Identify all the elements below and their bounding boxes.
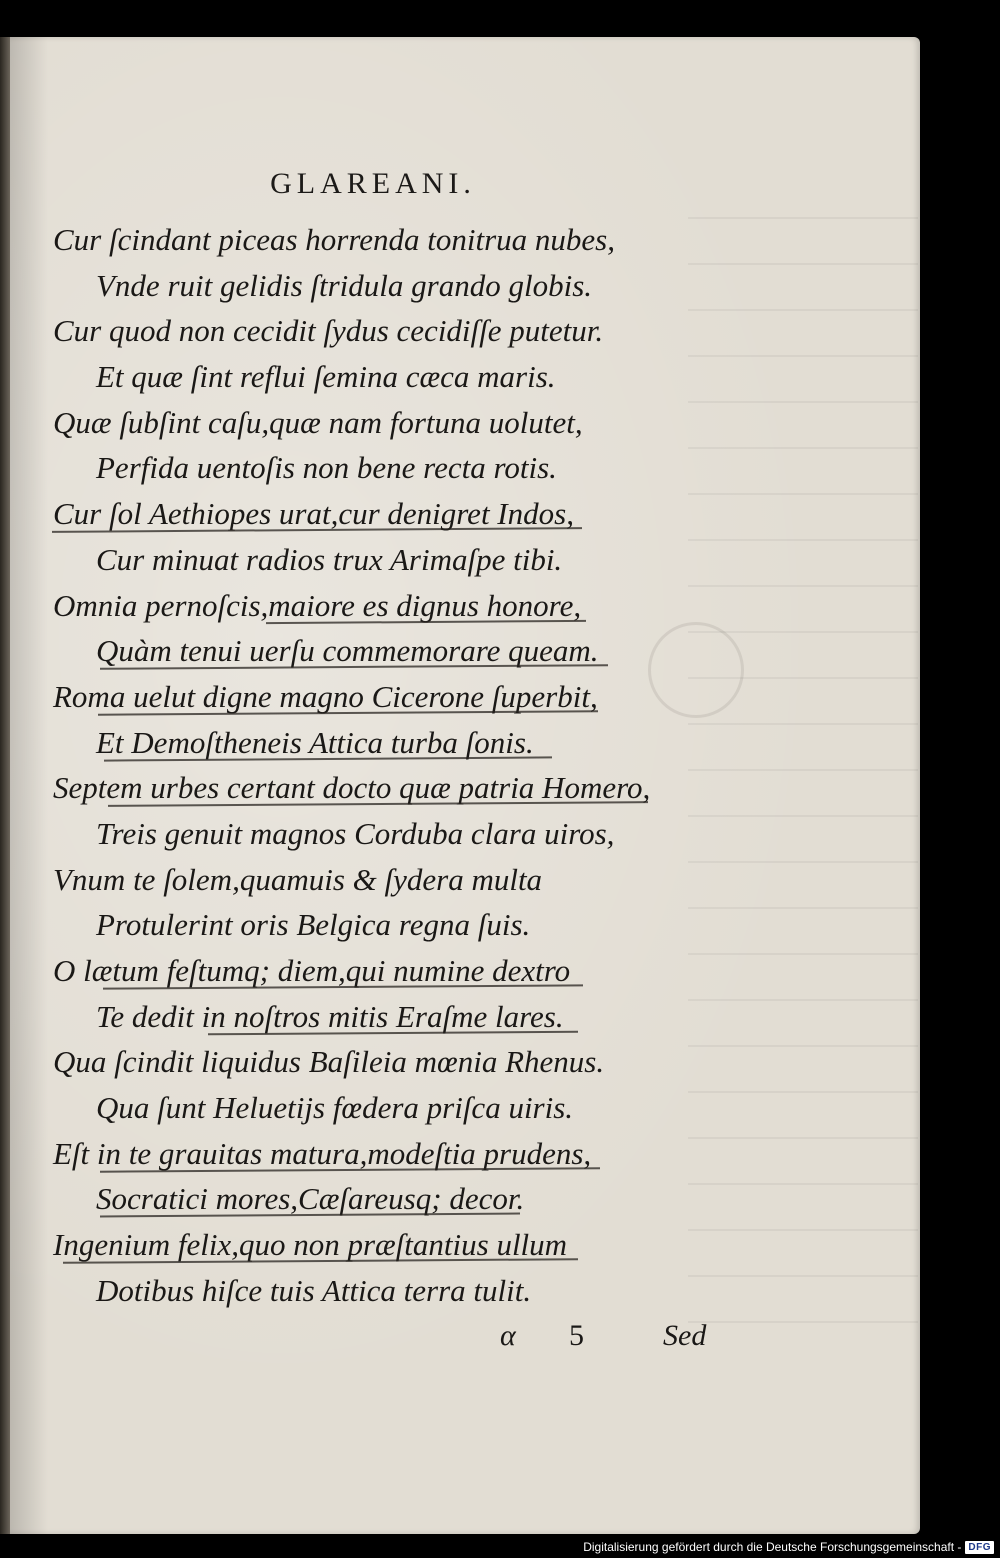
ink-underline bbox=[98, 710, 598, 715]
ink-underline bbox=[104, 756, 552, 761]
ink-underline bbox=[266, 619, 586, 623]
verse-line: Septem urbes certant docto quæ patria Homero, bbox=[53, 770, 651, 806]
catchword: Sed bbox=[663, 1319, 707, 1352]
verse-block bbox=[8, 217, 908, 1314]
verse-line: Te dedit in noſtros mitis Eraſme lares. bbox=[8, 994, 908, 1040]
verse-line: Treis genuit magnos Corduba clara uiros, bbox=[96, 815, 615, 851]
verse-line: Vnde ruit gelidis ſtridula grando globis. bbox=[96, 267, 593, 303]
verse-line: Dotibus hiſce tuis Attica terra tulit. bbox=[96, 1272, 532, 1308]
verse-line: Socratici mores,Cæſareusq; decor. bbox=[96, 1181, 525, 1217]
signature-number: 5 bbox=[569, 1319, 584, 1352]
ink-underline bbox=[63, 1258, 578, 1264]
dfg-logo-icon: DFG bbox=[965, 1541, 994, 1554]
verse-line: Protulerint oris Belgica regna ſuis. bbox=[96, 907, 531, 943]
ink-underline bbox=[108, 801, 648, 807]
verse-line: Qua ſcindit liquidus Baſileia mœnia Rhenus. bbox=[53, 1044, 605, 1080]
ink-underline bbox=[52, 527, 582, 533]
digitization-footer bbox=[583, 1540, 994, 1554]
verse-line: Eſt in te grauitas matura,modeſtia prudens, bbox=[8, 1131, 908, 1177]
ink-underline bbox=[100, 1213, 520, 1218]
verse-line: Cur minuat radios trux Arimaſpe tibi. bbox=[96, 541, 563, 577]
verse-line: Cur quod non cecidit ſydus cecidiſſe putetur. bbox=[53, 313, 604, 349]
verse-line: Ingenium felix,quo non præſtantius ullum bbox=[8, 1222, 908, 1268]
verse-line: Qua ſunt Heluetijs fœdera priſca uiris. bbox=[96, 1090, 574, 1126]
binding-edge bbox=[0, 37, 10, 1534]
ink-underline bbox=[103, 984, 583, 989]
verse-line: Et Demoſtheneis Attica turba ſonis. bbox=[8, 720, 908, 766]
footer-credit: Digitalisierung gefördert durch die Deutsche Forschungsgemeinschaft - bbox=[583, 1540, 962, 1554]
verse-line: Et quæ ſint reflui ſemina cæca maris. bbox=[96, 359, 556, 395]
verse-line: Omnia pernoſcis,maiore es dignus honore, bbox=[8, 583, 908, 629]
verse-line: Cur ſcindant piceas horrenda tonitrua nubes, bbox=[53, 222, 615, 257]
running-head: GLAREANI. bbox=[270, 167, 476, 200]
book-page bbox=[8, 37, 920, 1534]
verse-line: O lætum feſtumq; diem,qui numine dextro bbox=[8, 948, 908, 994]
verse-line: Perfida uentoſis non bene recta rotis. bbox=[96, 450, 557, 486]
verse-line: Quàm tenui uerſu commemorare queam. bbox=[8, 628, 908, 674]
signature-letter: α bbox=[500, 1319, 516, 1352]
verse-line: Vnum te ſolem,quamuis & ſydera multa bbox=[53, 861, 543, 897]
ink-underline bbox=[208, 1030, 578, 1035]
verse-line: Quæ ſubſint caſu,quæ nam fortuna uolutet, bbox=[53, 404, 583, 440]
ink-underline bbox=[100, 664, 608, 670]
verse-line: Cur ſol Aethiopes urat,cur denigret Indos, bbox=[8, 491, 908, 537]
ink-underline bbox=[100, 1167, 600, 1172]
verse-line: Roma uelut digne magno Cicerone ſuperbit, bbox=[53, 678, 598, 714]
